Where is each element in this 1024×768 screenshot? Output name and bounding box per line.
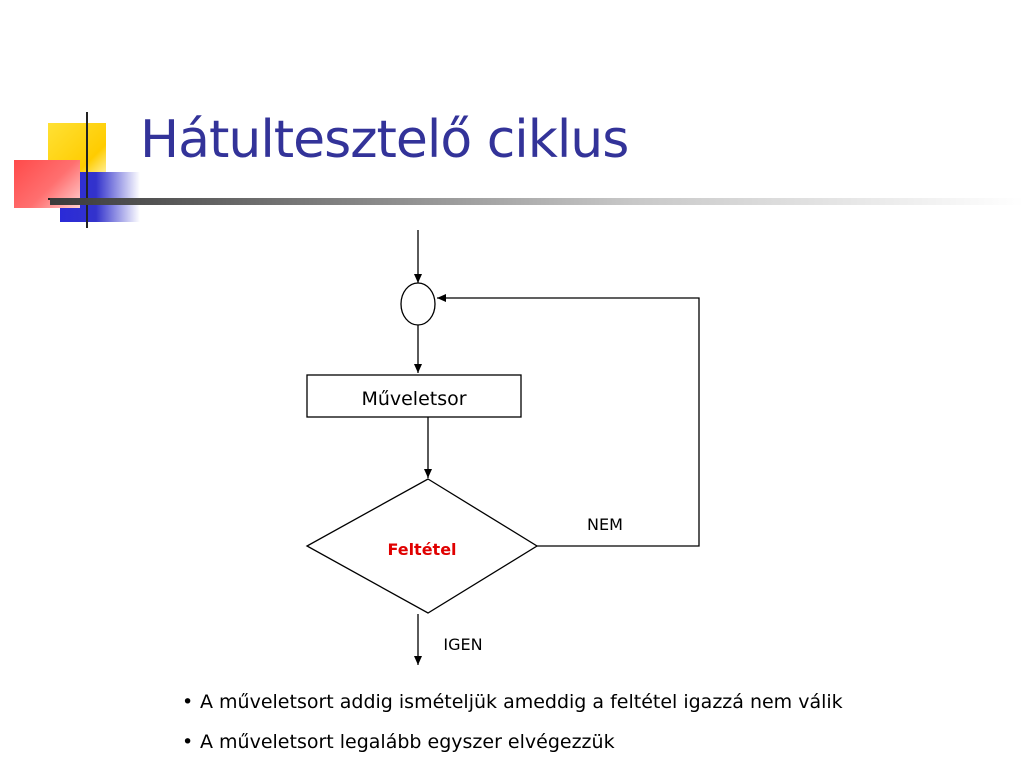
- bullet-text: A műveletsort addig ismételjük ameddig a feltétel igazzá nem válik: [200, 691, 843, 713]
- no-branch-label: NEM: [587, 515, 623, 534]
- bullet-marker: •: [182, 691, 194, 713]
- list-item: [182, 722, 843, 762]
- process-label: Műveletsor: [361, 388, 467, 410]
- bullet-marker: •: [182, 731, 194, 753]
- bullet-list: [182, 682, 843, 762]
- condition-label: Feltétel: [387, 540, 457, 559]
- page-title: Hátultesztelő ciklus: [140, 110, 629, 170]
- bullet-text: A műveletsort legalább egyszer elvégezzük: [200, 731, 615, 753]
- yes-branch-label: IGEN: [443, 635, 483, 654]
- list-item: [182, 682, 843, 722]
- junction-node: [401, 283, 435, 325]
